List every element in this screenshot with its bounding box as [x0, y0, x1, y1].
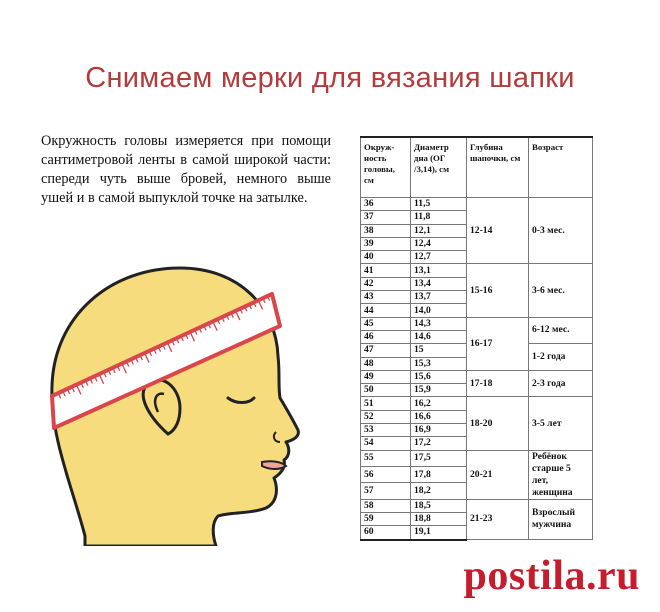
cell-diameter: 14,3: [411, 317, 467, 330]
cell-circumference: 50: [361, 384, 411, 397]
cell-circumference: 41: [361, 264, 411, 277]
cell-diameter: 15,3: [411, 357, 467, 370]
cell-diameter: 13,1: [411, 264, 467, 277]
cell-depth: 18-20: [467, 397, 529, 450]
cell-circumference: 46: [361, 330, 411, 343]
cell-diameter: 11,5: [411, 198, 467, 211]
cell-diameter: 18,5: [411, 499, 467, 512]
cell-circumference: 43: [361, 291, 411, 304]
cell-diameter: 15,6: [411, 370, 467, 383]
cell-diameter: 15: [411, 344, 467, 357]
page-title: Снимаем мерки для вязания шапки: [85, 62, 575, 94]
size-table: [360, 136, 593, 541]
cell-age: 0-3 мес.: [529, 198, 593, 264]
cell-age: 1-2 года: [529, 344, 593, 371]
cell-diameter: 14,6: [411, 330, 467, 343]
cell-circumference: 48: [361, 357, 411, 370]
cell-diameter: 13,4: [411, 277, 467, 290]
cell-diameter: 12,7: [411, 251, 467, 264]
head-illustration: [40, 246, 310, 546]
cell-diameter: 12,4: [411, 237, 467, 250]
cell-circumference: 51: [361, 397, 411, 410]
cell-circumference: 36: [361, 198, 411, 211]
header-circumference: Окруж-ность головы, см: [361, 137, 411, 198]
cell-circumference: 44: [361, 304, 411, 317]
cell-circumference: 45: [361, 317, 411, 330]
cell-circumference: 54: [361, 437, 411, 450]
watermark-text: postila.ru: [463, 553, 640, 599]
cell-circumference: 58: [361, 499, 411, 512]
cell-age: 2-3 года: [529, 370, 593, 397]
cell-circumference: 38: [361, 224, 411, 237]
cell-circumference: 42: [361, 277, 411, 290]
cell-circumference: 60: [361, 526, 411, 540]
header-diameter: Диаметр дна (ОГ /3,14), см: [411, 137, 467, 198]
cell-circumference: 56: [361, 466, 411, 482]
cell-depth: 20-21: [467, 450, 529, 499]
cell-circumference: 55: [361, 450, 411, 466]
cell-diameter: 11,8: [411, 211, 467, 224]
cell-depth: 21-23: [467, 499, 529, 539]
cell-diameter: 18,2: [411, 483, 467, 499]
cell-age: 3-6 мес.: [529, 264, 593, 317]
cell-diameter: 16,9: [411, 424, 467, 437]
cell-diameter: 16,2: [411, 397, 467, 410]
cell-age: 3-5 лет: [529, 397, 593, 450]
cell-circumference: 49: [361, 370, 411, 383]
description-text: Окружность головы измеряется при помощи сантиметровой ленты в самой широкой части: спереди чуть выше бровей, немного выше ушей и в самой выпуклой точке на затылке.: [41, 133, 331, 206]
cell-circumference: 53: [361, 424, 411, 437]
cell-diameter: 18,8: [411, 512, 467, 525]
cell-circumference: 52: [361, 410, 411, 423]
cell-circumference: 37: [361, 211, 411, 224]
cell-circumference: 57: [361, 483, 411, 499]
cell-depth: 12-14: [467, 198, 529, 264]
cell-diameter: 14,0: [411, 304, 467, 317]
cell-diameter: 17,5: [411, 450, 467, 466]
header-age: Возраст: [529, 137, 593, 198]
cell-diameter: 19,1: [411, 526, 467, 540]
watermark-logo: [463, 552, 640, 600]
cell-circumference: 39: [361, 237, 411, 250]
cell-depth: 15-16: [467, 264, 529, 317]
cell-diameter: 15,9: [411, 384, 467, 397]
cell-depth: 17-18: [467, 370, 529, 397]
cell-age: 6-12 мес.: [529, 317, 593, 344]
cell-diameter: 17,2: [411, 437, 467, 450]
cell-diameter: 16,6: [411, 410, 467, 423]
cell-circumference: 47: [361, 344, 411, 357]
header-depth: Глубина шапочки, см: [467, 137, 529, 198]
cell-depth: 16-17: [467, 317, 529, 370]
cell-diameter: 17,8: [411, 466, 467, 482]
cell-diameter: 13,7: [411, 291, 467, 304]
cell-circumference: 40: [361, 251, 411, 264]
cell-age: Ребёнок старше 5 лет, женщина: [529, 450, 593, 499]
cell-diameter: 12,1: [411, 224, 467, 237]
cell-age: Взрослый мужчина: [529, 499, 593, 539]
cell-circumference: 59: [361, 512, 411, 525]
